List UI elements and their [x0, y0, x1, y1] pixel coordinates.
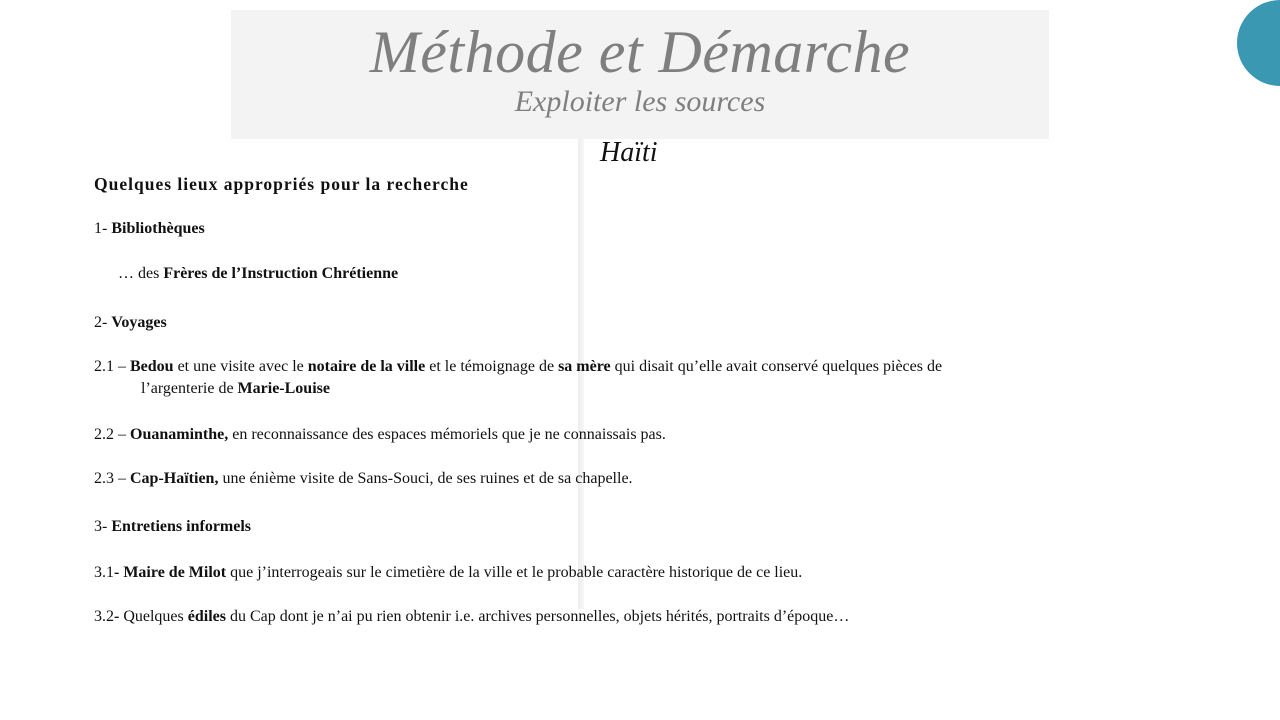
- item-label: Bibliothèques: [111, 220, 205, 237]
- item-number: 2.3 –: [94, 470, 130, 487]
- bold-fragment: Ouanaminthe,: [130, 426, 229, 443]
- item-2-1-bedou: [94, 357, 942, 376]
- accent-circle: [1237, 0, 1280, 86]
- item-number: 1: [94, 220, 102, 237]
- item-number: 3.1: [94, 564, 114, 581]
- item-2-2-ouanaminthe: [94, 425, 666, 444]
- item-number: 3.2: [94, 608, 114, 625]
- section-title: Quelques lieux appropriés pour la recherche: [94, 174, 469, 194]
- text-fragment: et le témoignage de: [425, 358, 559, 375]
- text-fragment: une énième visite de Sans-Souci, de ses ruines et de sa chapelle.: [218, 470, 633, 487]
- item-3-1-maire: [94, 563, 802, 582]
- item-separator: -: [102, 220, 112, 237]
- title-band: [231, 10, 1049, 139]
- item-label: Entretiens informels: [111, 518, 252, 535]
- item-separator: -: [114, 564, 124, 581]
- item-2-3-cap-haitien: [94, 469, 633, 488]
- bold-fragment: sa mère: [558, 358, 611, 375]
- bold-fragment: Marie-Louise: [237, 380, 330, 397]
- slide-subtitle: Exploiter les sources: [514, 85, 766, 118]
- bold-fragment: édiles: [187, 608, 226, 625]
- item-2-1-continuation: [141, 379, 330, 398]
- bold-fragment: Bedou: [130, 358, 174, 375]
- slide-title: Méthode et Démarche: [369, 19, 911, 85]
- item-separator: -: [114, 608, 124, 625]
- text-fragment: qui disait qu’elle avait conservé quelques pièces de: [610, 358, 943, 375]
- item-1a-freres: [118, 264, 398, 283]
- item-number: 2.1 –: [94, 358, 130, 375]
- item-number: 3: [94, 518, 102, 535]
- text-fragment: et une visite avec le: [173, 358, 308, 375]
- item-3-2-ediles: [94, 607, 849, 626]
- item-2-voyages: [94, 313, 167, 332]
- country-heading: Haïti: [600, 137, 658, 168]
- text-fragment: que j’interrogeais sur le cimetière de la ville et le probable caractère historique de ce lieu.: [226, 564, 803, 581]
- text-fragment: … des: [118, 265, 164, 282]
- bold-fragment: notaire de la ville: [307, 358, 426, 375]
- item-number: 2: [94, 314, 102, 331]
- item-label: Voyages: [111, 314, 167, 331]
- item-3-entretiens: [94, 517, 251, 536]
- item-separator: -: [102, 314, 112, 331]
- item-number: 2.2 –: [94, 426, 130, 443]
- bold-fragment: Cap-Haïtien,: [130, 470, 219, 487]
- text-fragment: Quelques: [123, 608, 188, 625]
- bold-fragment: Frères de l’Instruction Chrétienne: [163, 265, 399, 282]
- text-fragment: l’argenterie de: [141, 380, 238, 397]
- text-fragment: en reconnaissance des espaces mémoriels que je ne connaissais pas.: [228, 426, 666, 443]
- bold-fragment: Maire de Milot: [123, 564, 227, 581]
- item-1-bibliotheques: [94, 219, 205, 238]
- item-separator: -: [102, 518, 112, 535]
- text-fragment: du Cap dont je n’ai pu rien obtenir i.e. archives personnelles, objets hérités, portraits d’époque…: [225, 608, 850, 625]
